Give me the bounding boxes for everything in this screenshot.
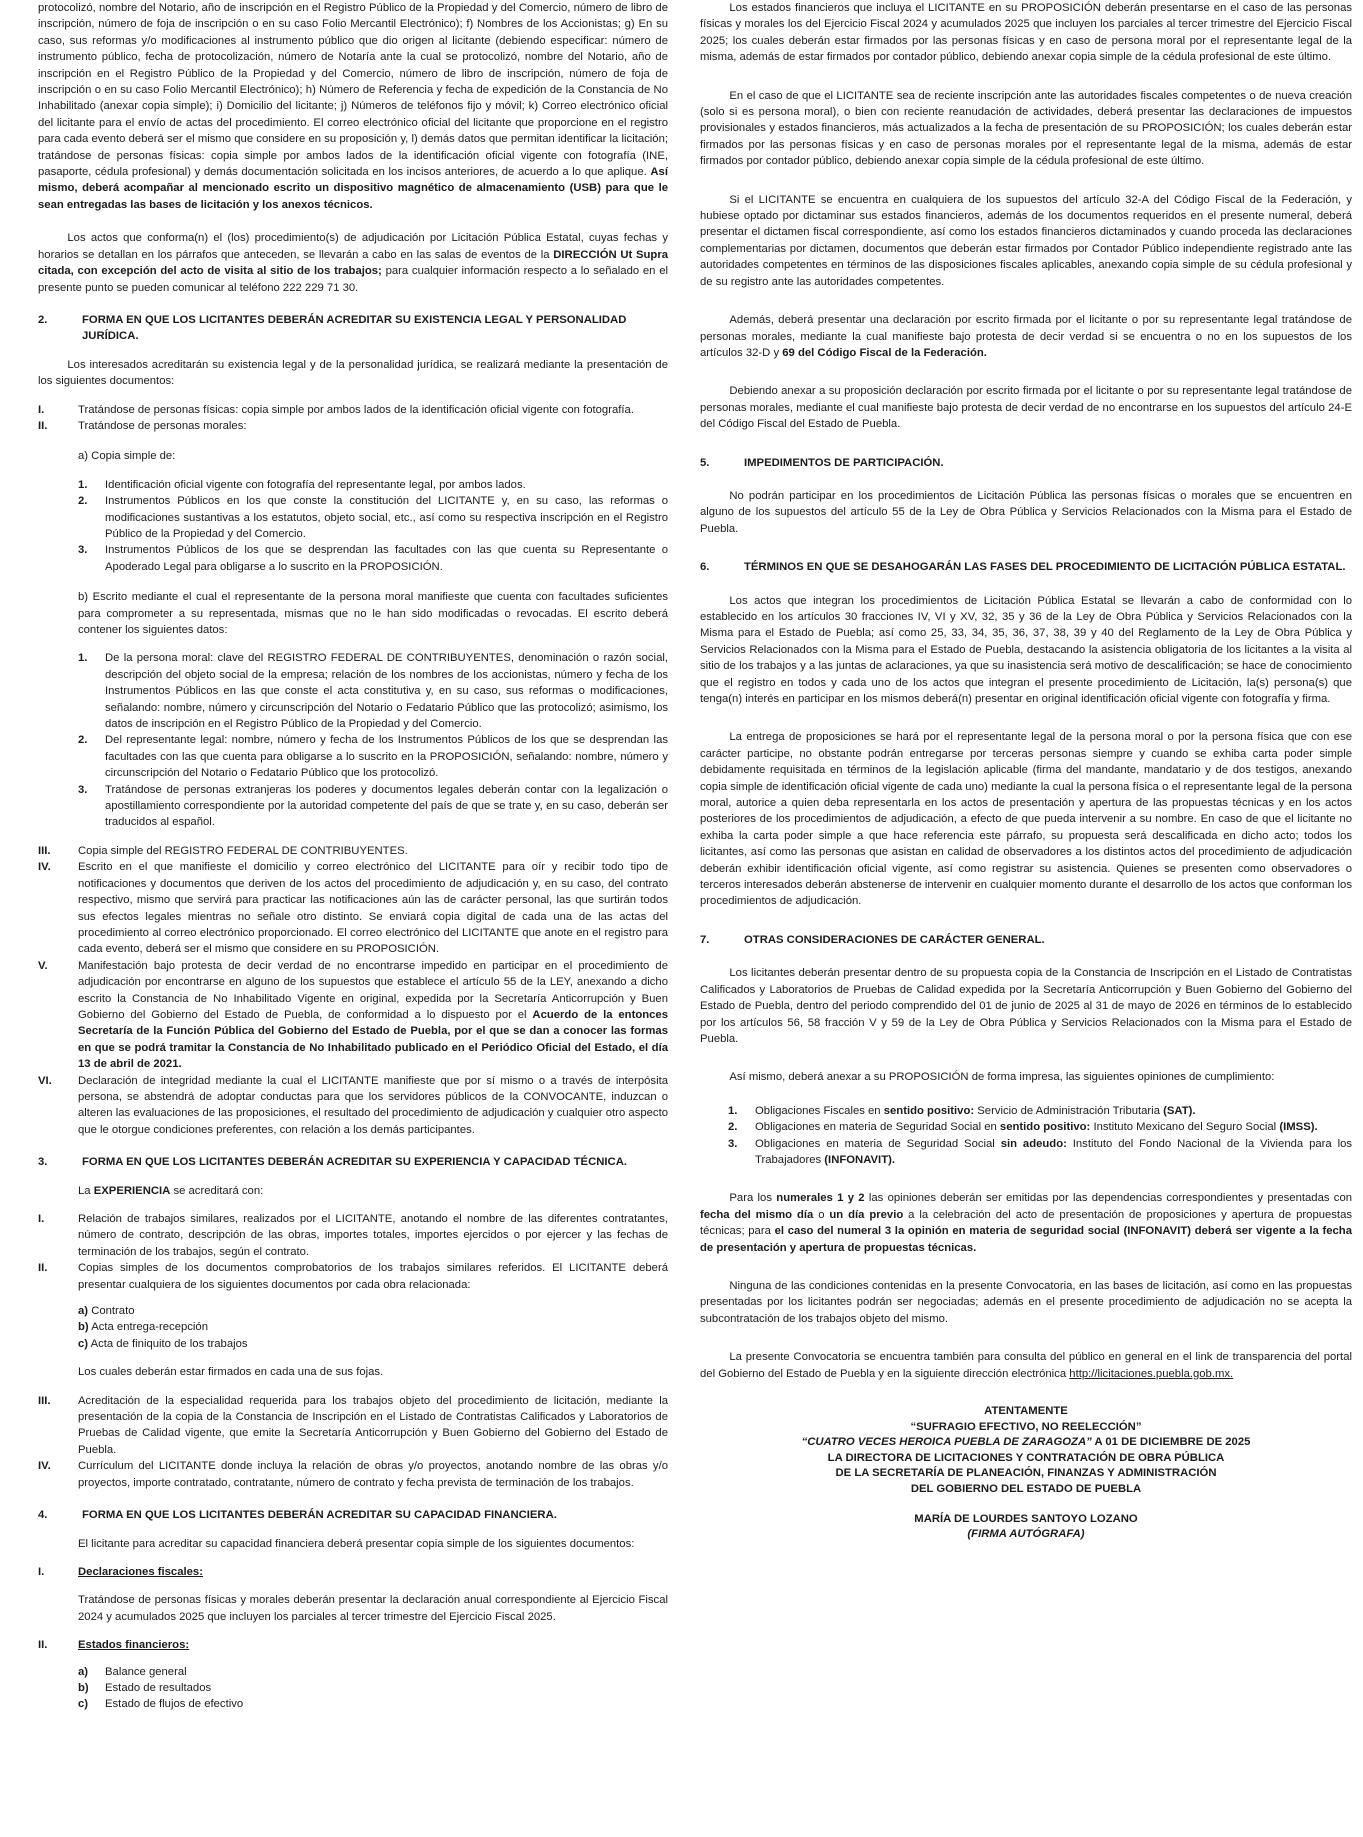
section-5-heading: 5. IMPEDIMENTOS DE PARTICIPACIÓN. — [700, 456, 944, 469]
section-3-roman-list — [38, 1211, 668, 1293]
intro-paragraph: protocolizó, nombre del Notario, año de inscripción en el Registro Público de la Propiedad y del Comercio, número de libro de inscripción, número de foja de inscripción o en su caso Folio Mercantil Electrónico); f) Nombres de los Accionistas; g) En su caso, sus reformas y/o modificaciones al instrumento público que dio origen al licitante (debiendo especificar: número de instrumento público, fecha de protocolización, número de Notaría ante la cual se protocolizó, nombre del Notario, año de inscripción en el Registro Público de la Propiedad y del Comercio, número de libro de inscripción, número de foja de inscripción o en su caso Folio Mercantil Electrónico); h) Número de Referencia y fecha de expedición de la Constancia de No Inhabilitado (anexar copia simple); i) Domicilio del licitante; j) Números de teléfonos fijo y móvil; k) Correo electrónico oficial del licitante para el envío de actas del procedimiento. El correo electrónico oficial del licitante que proporcione en el registro para cada evento deberá ser el mismo que considere en su proposición y, l) demás datos que permitan identificar la licitación; tratándose de personas físicas: copia simple por ambos lados de la identificación oficial vigente con fotografía (INE, pasaporte, cédula profesional) y demás documentación solicitada en los incisos anteriores, de acuerdo a lo que aplique. Así mismo, deberá acompañar al mencionado escrito un dispositivo magnético de almacenamiento (USB) para que le sean entregadas las bases de licitación y los anexos técnicos. — [38, 2, 668, 211]
sign-line: “CUATRO VECES HEROICA PUEBLA DE ZARAGOZA” A 01 DE DICIEMBRE DE 2025 — [801, 1436, 1251, 1449]
list-item: a) Contrato — [78, 1305, 135, 1318]
signature-block — [700, 1404, 1352, 1543]
section-7-heading: 7. OTRAS CONSIDERACIONES DE CARÁCTER GENERAL. — [700, 933, 1045, 946]
section-4-intro: El licitante para acreditar su capacidad financiera deberá presentar copia simple de los siguientes documentos: — [78, 1537, 635, 1550]
section-2-roman-list-continued — [38, 843, 668, 1138]
section-7-paragraph-3: Para los numerales 1 y 2 las opiniones deberán ser emitidas por las dependencias correspondientes y presentadas con fecha del mismo día o un día previo a la celebración del acto de presentación de proposiciones y apertura de propuestas técnicas; para el caso del numeral 3 la opinión en materia de seguridad social (INFONAVIT) deberá ser vigente a la fecha de presentación y apertura de propuestas técnicas. — [700, 1192, 1353, 1254]
section-3-heading: 3. FORMA EN QUE LOS LICITANTES DEBERÁN ACREDITAR SU EXPERIENCIA Y CAPACIDAD TÉCNICA. — [38, 1156, 628, 1169]
sign-line: DE LA SECRETARÍA DE PLANEACIÓN, FINANZAS Y ADMINISTRACIÓN — [835, 1467, 1217, 1480]
section-7-paragraph-1: Los licitantes deberán presentar dentro de su propuesta copia de la Constancia de Inscripción en el Listado de Contratistas Calificados y Laboratorios de Pruebas de Calidad expedida por la Secretaría Anticorrupción y Buen Gobierno del Gobierno del Estado de Puebla, dentro del periodo comprendido del 01 de junio de 2025 al 31 de mayo de 2026 en términos de lo establecido por los artículos 56, 58 fracción V y 59 de la Ley de Obra Pública y Servicios Relacionados con la Misma para el Estado de Puebla. — [700, 967, 1352, 1045]
right-column — [700, 0, 1352, 1543]
opinions-list — [700, 1103, 1352, 1169]
list-item: 2. Instrumentos Públicos en los que conste la constitución del LICITANTE y, en su caso, las reformas o modificaciones sustantivas a los estatutos, objeto social, etc., así como su respectiva inscripción en el Registro Público de la Propiedad y del Comercio. — [78, 495, 668, 540]
list-item: II. Estados financieros: — [38, 1639, 190, 1652]
list-item: 2. Obligaciones en materia de Seguridad Social en sentido positivo: Instituto Mexicano del Seguro Social (IMSS). — [728, 1121, 1318, 1134]
list-item: I. Relación de trabajos similares, realizados por el LICITANTE, anotando el nombre de las diferentes contratantes, número de contrato, descripción de las obras, importes totales, importes ejercidos o por ejercer y las fechas de terminación de los trabajos, según el contrato. — [38, 1213, 668, 1258]
sign-line: “SUFRAGIO EFECTIVO, NO REELECCIÓN” — [910, 1420, 1142, 1433]
list-item: 1. De la persona moral: clave del REGISTRO FEDERAL DE CONTRIBUYENTES, denominación o razón social, descripción del objeto social de la empresa; relación de los nombres de los accionistas, número y fecha de los Instrumentos Públicos en las que conste el acta constitutiva y, en su caso, sus reformas o modificaciones, señalando: nombre, número y circunscripción del Notario o Fedatario Público que las protocolizó; asimismo, los datos de inscripción en el Registro Público de la Propiedad y del Comercio. — [78, 652, 668, 731]
declaraciones-text: Tratándose de personas físicas y morales deberán presentar la declaración anual correspondiente al Ejercicio Fiscal 2024 y acumulados 2025 que incluyen los parciales al tercer trimestre del Ejercicio Fiscal 2025. — [78, 1594, 668, 1623]
documents-list — [38, 1303, 668, 1381]
declaration-paragraph: Además, deberá presentar una declaración por escrito firmada por el licitante o por su representante legal tratándose de personas morales, mediante la cual manifieste bajo protesta de decir verdad si se encuentra o no en los supuestos de los artículos 32-D y 69 del Código Fiscal de la Federación. — [700, 314, 1352, 359]
list-item: IV. Escrito en el que manifieste el domicilio y correo electrónico del LICITANTE para oír y recibir todo tipo de notificaciones y documentos que deriven de los actos del procedimiento de adjudicación y, en su caso, del contrato respectivo, mismo que servirá para practicar las notificaciones aún las de carácter personal, las que surtirán todos sus efectos legales mientras no señale otro distinto. Se enviará copia digital de cada una de las actas del procedimiento al correo electrónico proporcionado. El correo electrónico del LICITANTE que anote en el registro para cada evento, deberá ser el mismo que considere en su PROPOSICIÓN. — [38, 861, 668, 956]
section-2-heading: 2. FORMA EN QUE LOS LICITANTES DEBERÁN ACREDITAR SU EXISTENCIA LEGAL Y PERSONALIDAD JURÍDICA. — [38, 313, 627, 343]
list-item: 1. Obligaciones Fiscales en sentido positivo: Servicio de Administración Tributaria (SAT). — [728, 1104, 1196, 1117]
section-6-paragraph-1: Los actos que integran los procedimientos de Licitación Pública Estatal se llevarán a cabo de conformidad con lo establecido en los artículos 30 fracciones IV, VI y XV, 32, 35 y 36 de la Ley de Obra Pública y Servicios Relacionados con la Misma para el Estado de Puebla; así como 25, 33, 34, 35, 36, 37, 38, 39 y 40 del Reglamento de la Ley de Obra Pública y Servicios Relacionados con la Misma para el Estado de Puebla, destacando la asistencia obligatoria de los licitantes a la visita al sitio de los trabajos y a las juntas de aclaraciones, ya que su inasistencia será motivo de descalificación; se hace de conocimiento que el registro en todos y cada uno de los actos que integran el presente procedimiento de Licitación, la(s) persona(s) que tenga(n) interés en participar en los mismos deberá(n) presentar en original identificación oficial vigente con fotografía y firma. — [700, 594, 1352, 705]
section-5-text: No podrán participar en los procedimientos de Licitación Pública las personas físicas o morales que se encuentren en alguno de los supuestos del artículo 55 de la Ley de Obra Pública y Servicios Relacionados con la Misma para el Estado de Puebla. — [700, 489, 1352, 535]
list-item: 3. Instrumentos Públicos de los que se desprendan las facultades con las que cuenta su Representante o Apoderado Legal para obligarse a lo suscrito en la PROPOSICIÓN. — [78, 544, 668, 573]
list-item: 1. Identificación oficial vigente con fotografía del representante legal, por ambos lados. — [78, 478, 526, 491]
section-7-paragraph-2: Así mismo, deberá anexar a su PROPOSICIÓN de forma impresa, las siguientes opiniones de cumplimiento: — [729, 1071, 1275, 1084]
list-item: b) Acta entrega-recepción — [78, 1321, 208, 1334]
copia-simple-block — [38, 448, 668, 831]
left-column — [38, 0, 668, 1713]
sign-line: ATENTAMENTE — [984, 1405, 1068, 1417]
sign-line: DEL GOBIERNO DEL ESTADO DE PUEBLA — [910, 1482, 1142, 1495]
declaration-24e-paragraph: Debiendo anexar a su proposición declaración por escrito firmada por el licitante o por su representante legal tratándose de personas morales, mediante el cual manifieste bajo protesta de decir verdad de no encontrarse en los supuestos del artículo 24-E del Código Fiscal del Estado de Puebla. — [700, 385, 1352, 431]
list-item: 3. Tratándose de personas extranjeras los poderes y documentos legales deberán contar con la legalización o apostillamiento correspondiente por la autoridad competente del país de que se trate y, en su caso, deberán ser traducidos al español. — [78, 783, 668, 829]
section-6-heading: 6. TÉRMINOS EN QUE SE DESAHOGARÁN LAS FASES DEL PROCEDIMIENTO DE LICITACIÓN PÚBLICA ESTATAL. — [700, 561, 1346, 574]
statements-list — [38, 1664, 668, 1713]
signature-note: (FIRMA AUTÓGRAFA) — [967, 1528, 1085, 1541]
list-item: 3. Obligaciones en materia de Seguridad Social sin adeudo: Instituto del Fondo Nacional de la Vivienda para los Trabajadores (INFONAVIT). — [728, 1137, 1353, 1166]
intro-paragraph-acts: Los actos que conforma(n) el (los) procedimiento(s) de adjudicación por Licitación Pública Estatal, cuyas fechas y horarios se detallan en los párrafos que anteceden, se llevarán a cabo en las salas de eventos de la DIRECCIÓN Ut Supra citada, con excepción del acto de visita al sitio de los trabajos; para cualquier información respecto a lo señalado en el presente punto se pueden comunicar al teléfono 222 229 71 30. — [38, 232, 669, 294]
list-item: II. Tratándose de personas morales: — [38, 419, 247, 432]
list-item: c) Estado de flujos de efectivo — [78, 1698, 244, 1711]
fiscal-dictamen-paragraph: Si el LICITANTE se encuentra en cualquiera de los supuestos del artículo 32-A del Código Fiscal de la Federación, y hubiese optado por dictaminar sus estados financieros, además de los documentos requeridos en el presente numeral, deberá presentar el dictamen fiscal correspondiente, así como los estados financieros dictaminados y cuando proceda las declaraciones complementarias por dictamen, documentos que deberán estar firmados por Contador Público independiente registrado ante las autoridades competentes en términos de las disposiciones fiscales aplicables, anexando copia simple de su cédula profesional y de su registro ante las autoridades competentes. — [700, 193, 1352, 288]
signed-note: Los cuales deberán estar firmados en cada una de sus fojas. — [78, 1366, 384, 1379]
list-item: V. Manifestación bajo protesta de decir verdad de no encontrarse impedido en participar en el procedimiento de adjudicación por encontrarse en alguno de los supuestos que establece el artículo 55 de la LEY, anexando a dicho escrito la Constancia de No Inhabilitado Vigente en original, expedida por la Secretaría Anticorrupción y Buen Gobierno del Gobierno del Estado de Puebla, de conformidad a lo dispuesto por el Acuerdo de la entonces Secretaría de la Función Pública del Gobierno del Estado de Puebla, por el que se dan a conocer las formas en que se podrá tramitar la Constancia de No Inhabilitado publicado en el Periódico Oficial del Estado, el día 13 de abril de 2021. — [38, 959, 668, 1071]
section-7-paragraph-5: La presente Convocatoria se encuentra también para consulta del público en general en el link de transparencia del portal del Gobierno del Estado de Puebla y en la siguiente dirección electrónica http://licitaciones.puebla.gob.mx. — [700, 1351, 1352, 1380]
list-item: b) Estado de resultados — [78, 1681, 212, 1694]
sign-line: LA DIRECTORA DE LICITACIONES Y CONTRATACIÓN DE OBRA PÚBLICA — [827, 1451, 1225, 1464]
financial-statements-paragraph: Los estados financieros que incluya el LICITANTE en su PROPOSICIÓN deberán presentarse en el caso de las personas físicas y morales los del Ejercicio Fiscal 2024 y acumulados 2025 que incluyen los parciales al tercer trimestre del Ejercicio Fiscal 2025; los cuales deberán estar firmados por las personas físicas y en caso de persona moral por el representante legal de la misma, además de estar firmados por contador público, debiendo anexar copia simple de la cédula profesional de este último. — [700, 2, 1352, 64]
list-item: III. Copia simple del REGISTRO FEDERAL DE CONTRIBUYENTES. — [38, 844, 408, 857]
list-item: II. Copias simples de los documentos comprobatorios de los trabajos similares referidos. El LICITANTE deberá presentar cualquiera de los siguientes documentos por cada obra relacionada: — [38, 1262, 668, 1291]
list-item: I. Tratándose de personas físicas: copia simple por ambos lados de la identificación oficial vigente con fotografía. — [38, 403, 634, 416]
list-item: IV. Currículum del LICITANTE donde incluya la relación de obras y/o proyectos, anotando nombre de las obras y/o proyectos, importe contratado, contratante, número de contrato y fecha prevista de terminación de los trabajos. — [38, 1460, 668, 1489]
signer-name: MARÍA DE LOURDES SANTOYO LOZANO — [914, 1512, 1138, 1525]
section-7-paragraph-4: Ninguna de las condiciones contenidas en la presente Convocatoria, en las bases de licitación, así como en las propuestas presentadas por los licitantes podrán ser negociadas; además en el presente procedimiento de adjudicación no se acepta la subcontratación de los trabajos objeto del mismo. — [700, 1279, 1352, 1325]
copia-simple-heading: a) Copia simple de: — [78, 450, 176, 463]
new-registration-paragraph: En el caso de que el LICITANTE sea de reciente inscripción ante las autoridades fiscales competentes o de nueva creación (solo si es persona moral), o bien con reciente reanudación de actividades, deberá presentar las declaraciones de impuestos provisionales y estados financieros, más actualizados a la fecha de presentación de su PROPOSICIÓN; los cuales deberán estar firmados por las personas físicas y en caso de personas morales por el representante legal de la misma, además de estar firmados por contador público, debiendo anexar copia simple de la cédula profesional de este último. — [700, 89, 1352, 168]
list-item: c) Acta de finiquito de los trabajos — [78, 1337, 248, 1350]
experiencia-intro: La EXPERIENCIA se acreditará con: — [78, 1184, 264, 1197]
section-3-roman-list-continued — [38, 1393, 668, 1491]
list-item: VI. Declaración de integridad mediante la cual el LICITANTE manifieste que por sí mismo o a través de interpósita persona, se abstendrá de adoptar conductas para que los servidores públicos de la CONVOCANTE, induzcan o alteren las evaluaciones de las proposiciones, el resultado del procedimiento de adjudicación y cualquier otro aspecto que le otorgue condiciones preferentes, con relación a los demás participantes. — [38, 1074, 668, 1136]
list-item: III. Acreditación de la especialidad requerida para los trabajos objeto del procedimiento de licitación, mediante la presentación de la copia de la Constancia de Inscripción en el Listado de Contratistas Calificados y Laboratorios de Pruebas de Calidad vigente, que emite la Secretaría Anticorrupción y Buen Gobierno del Gobierno del Estado de Puebla. — [38, 1394, 668, 1456]
list-item: I. Declaraciones fiscales: — [38, 1565, 203, 1578]
list-item: 2. Del representante legal: nombre, número y fecha de los Instrumentos Públicos de los que se desprendan las facultades con las que cuenta para obligarse a lo suscrito en la PROPOSICIÓN, señalando: nombre, número y circunscripción del Notario o Fedatario Público que los protocolizó. — [78, 734, 668, 780]
section-2-roman-list — [38, 402, 668, 435]
transparency-link[interactable]: http://licitaciones.puebla.gob.mx. — [1069, 1367, 1234, 1380]
section-6-paragraph-2: La entrega de proposiciones se hará por el representante legal de la persona moral o por la persona física que con ese carácter participe, no obstante podrán entregarse por terceras personas siempre y cuando se exhiba carta poder simple debidamente requisitada en términos de la legislación aplicable (firma del mandante, mandatario y de dos testigos, anexando copia simple de identificación oficial vigente de cada uno) mediante la cual la persona física o el representante legal de la persona moral, autorice a quien deba representarla en los actos de presentación y apertura de las propuestas técnicas y en los actos posteriores de los procedimientos de adjudicación, a efecto de que pueda intervenir a su nombre. En caso de que el licitante no exhiba la carta poder simple a que hace referencia este párrafo, su propuesta será descalificada en dicho acto; todos los licitantes, así como las personas que asistan en calidad de observadores a los distintos actos del procedimiento de adjudicación deberán exhibir identificación oficial vigente, así como registrar su asistencia. Quienes se presenten como observadores o terceros interesados deberán abstenerse de intervenir en cualquier momento durante el desarrollo de los actos que conforman los procedimientos de adjudicación. — [700, 731, 1352, 908]
section-2-intro: Los interesados acreditarán su existencia legal y de la personalidad jurídica, se realizará mediante la presentación de los siguientes documentos: — [38, 358, 668, 388]
list-item: a) Balance general — [78, 1665, 187, 1678]
escrito-paragraph: b) Escrito mediante el cual el representante de la persona moral manifieste que cuenta con facultades suficientes para comprometer a su representada, mismas que no le han sido modificadas o revocadas. El escrito deberá contener los siguientes datos: — [78, 591, 668, 636]
section-4-heading: 4. FORMA EN QUE LOS LICITANTES DEBERÁN ACREDITAR SU CAPACIDAD FINANCIERA. — [38, 1509, 557, 1522]
